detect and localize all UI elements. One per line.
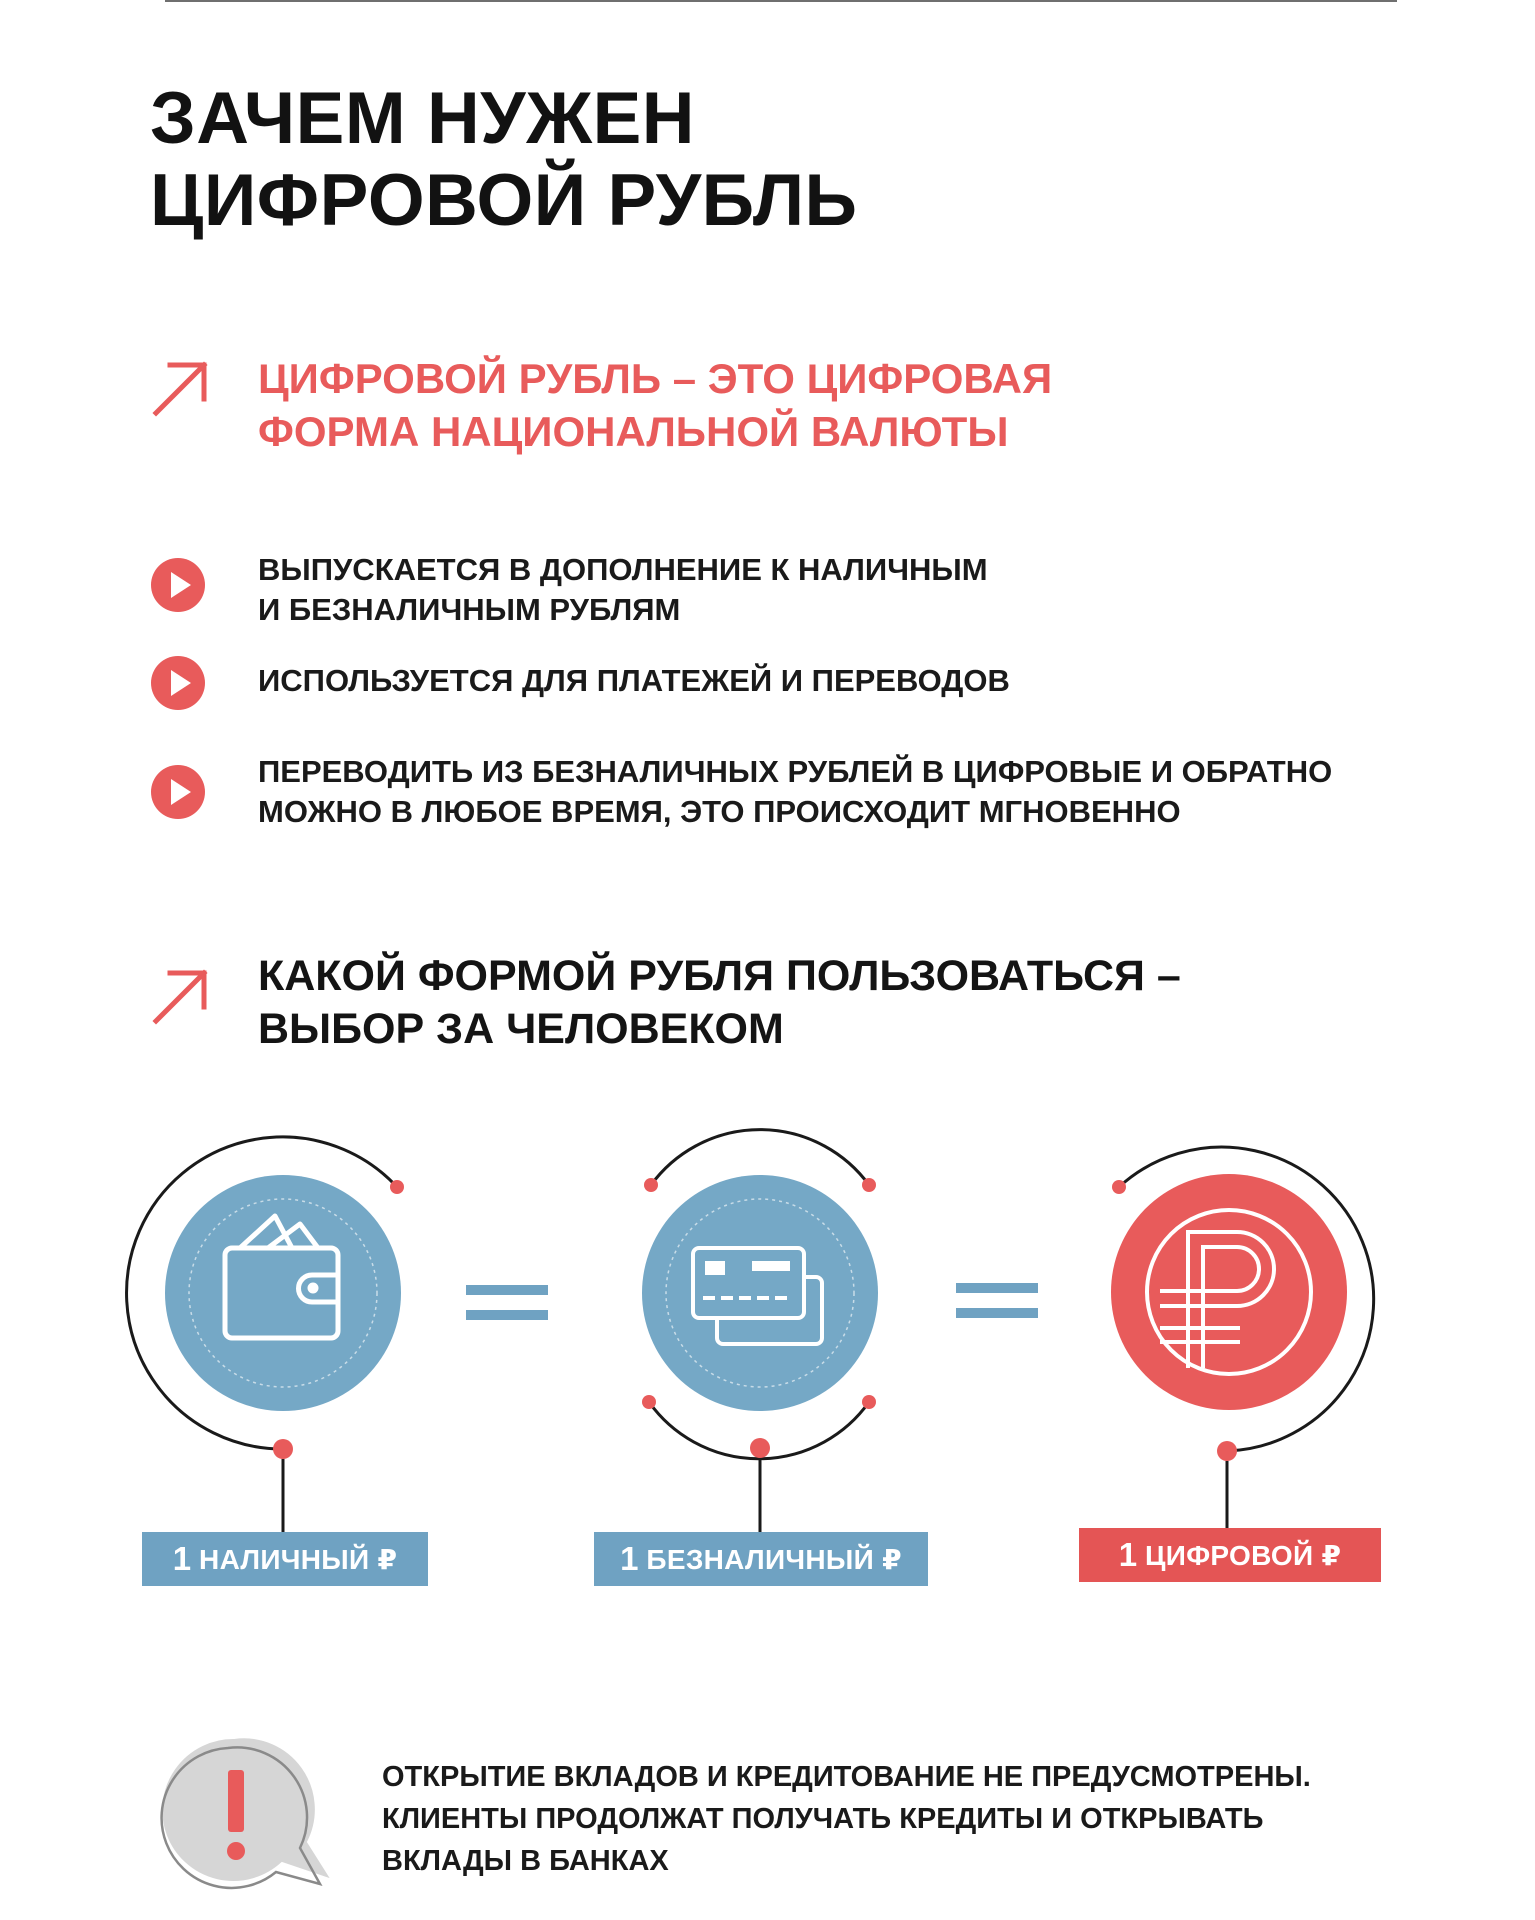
cash-ruble-label xyxy=(142,1532,428,1586)
noncash-ruble-name: БЕЗНАЛИЧНЫЙ ₽ xyxy=(646,1543,902,1575)
cash-ruble-amount: 1 xyxy=(172,1540,192,1577)
page-title-line1: ЗАЧЕМ НУЖЕН xyxy=(150,78,695,159)
top-divider xyxy=(165,0,1397,2)
arrow-up-right-icon xyxy=(148,963,214,1029)
bullet-item-2-line1: ИСПОЛЬЗУЕТСЯ ДЛЯ ПЛАТЕЖЕЙ И ПЕРЕВОДОВ xyxy=(258,663,1010,698)
bullet-item-3-line1: ПЕРЕВОДИТЬ ИЗ БЕЗНАЛИЧНЫХ РУБЛЕЙ В ЦИФРОВЫЕ И ОБРАТНО xyxy=(258,754,1333,789)
section2-title xyxy=(258,950,1181,1056)
noncash-ruble-label xyxy=(594,1532,928,1586)
play-bullet-icon xyxy=(150,557,206,613)
bullet-item-2 xyxy=(258,661,1010,701)
noncash-ruble-graphic xyxy=(642,1130,878,1535)
digital-ruble-amount: 1 xyxy=(1118,1536,1138,1573)
arrow-up-right-icon xyxy=(148,355,214,421)
section2-title-line1: КАКОЙ ФОРМОЙ РУБЛЯ ПОЛЬЗОВАТЬСЯ – xyxy=(258,952,1181,1000)
digital-ruble-name: ЦИФРОВОЙ ₽ xyxy=(1145,1539,1342,1571)
equals-sign xyxy=(956,1283,1038,1318)
page-title xyxy=(150,78,858,242)
section2-title-line2: ВЫБОР ЗА ЧЕЛОВЕКОМ xyxy=(258,1005,784,1053)
note-line2: КЛИЕНТЫ ПРОДОЛЖАТ ПОЛУЧАТЬ КРЕДИТЫ И ОТКРЫВАТЬ xyxy=(382,1803,1264,1835)
bullet-item-1 xyxy=(258,550,988,630)
digital-ruble-graphic xyxy=(1111,1147,1374,1530)
note-line1: ОТКРЫТИЕ ВКЛАДОВ И КРЕДИТОВАНИЕ НЕ ПРЕДУСМОТРЕНЫ. xyxy=(382,1761,1311,1793)
equals-sign xyxy=(466,1285,548,1320)
cash-ruble-name: НАЛИЧНЫЙ ₽ xyxy=(199,1543,398,1575)
noncash-ruble-amount: 1 xyxy=(620,1540,639,1577)
play-bullet-icon xyxy=(150,655,206,711)
section1-title xyxy=(258,352,1052,458)
page-title-line2: ЦИФРОВОЙ РУБЛЬ xyxy=(150,160,858,241)
bullet-item-1-line1: ВЫПУСКАЕТСЯ В ДОПОЛНЕНИЕ К НАЛИЧНЫМ xyxy=(258,552,988,587)
cash-ruble-graphic xyxy=(127,1137,404,1535)
bullet-item-1-line2: И БЕЗНАЛИЧНЫМ РУБЛЯМ xyxy=(258,592,681,627)
exclamation-speech-bubble-icon xyxy=(148,1730,338,1890)
digital-ruble-label xyxy=(1079,1528,1381,1582)
section1-title-line1: ЦИФРОВОЙ РУБЛЬ – ЭТО ЦИФРОВАЯ xyxy=(258,355,1053,402)
note-line3: ВКЛАДЫ В БАНКАХ xyxy=(382,1845,669,1877)
bullet-item-3-line2: МОЖНО В ЛЮБОЕ ВРЕМЯ, ЭТО ПРОИСХОДИТ МГНОВЕННО xyxy=(258,794,1181,829)
play-bullet-icon xyxy=(150,764,206,820)
section1-title-line2: ФОРМА НАЦИОНАЛЬНОЙ ВАЛЮТЫ xyxy=(258,408,1009,455)
bullet-item-3 xyxy=(258,752,1332,832)
note-text xyxy=(382,1756,1311,1882)
